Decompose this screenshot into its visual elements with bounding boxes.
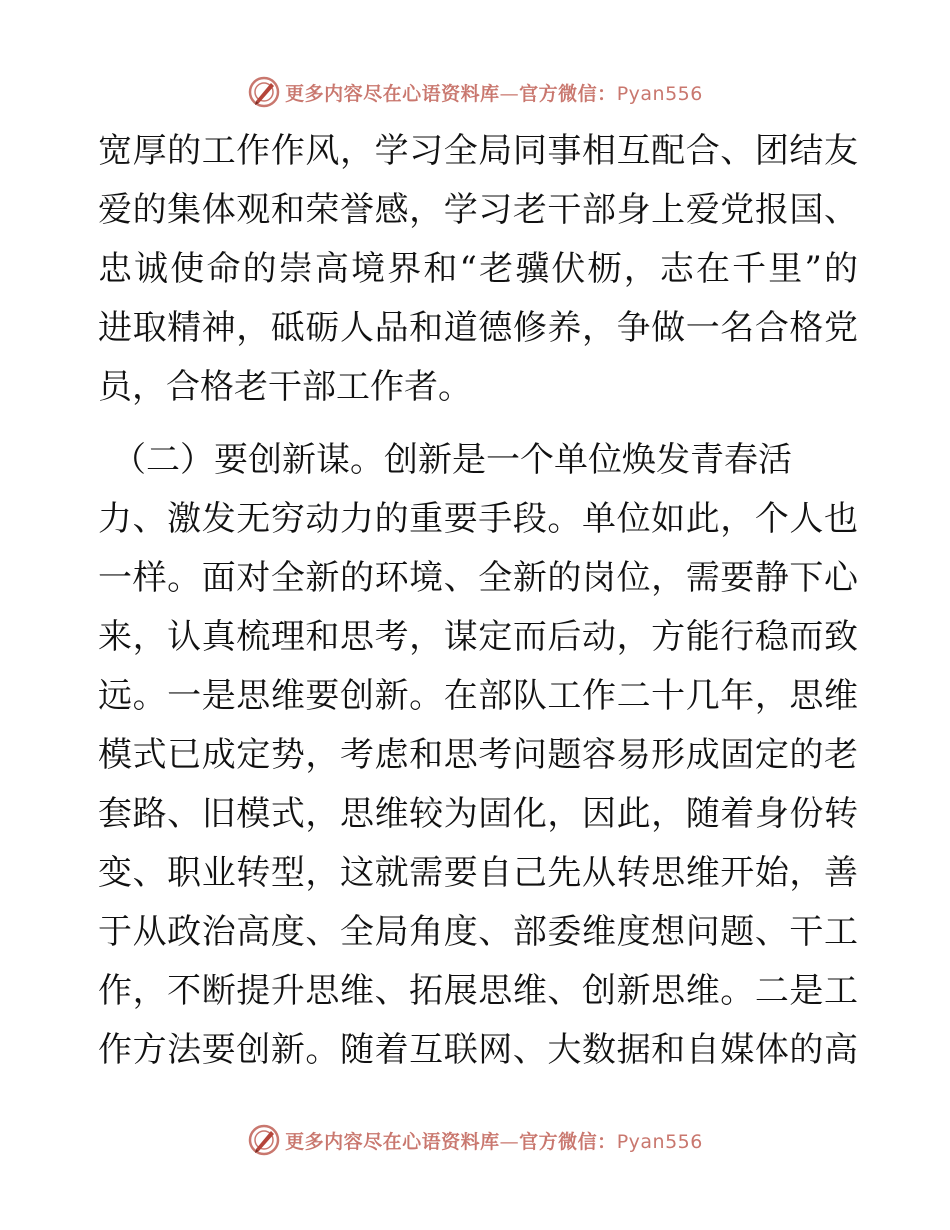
text-line: 一样。面对全新的环境、全新的岗位，需要静下心: [98, 558, 858, 598]
pen-logo-icon: [247, 1123, 281, 1157]
text-line: 套路、旧模式，思维较为固化，因此，随着身份转: [98, 794, 858, 834]
watermark-text: 更多内容尽在心语资料库—官方微信：Pyan556: [285, 1130, 703, 1153]
text-line: （二）要创新谋。创新是一个单位焕发青春活: [112, 440, 792, 480]
pen-logo-icon: [247, 75, 281, 109]
text-line: 力、激发无穷动力的重要手段。单位如此，个人也: [98, 499, 858, 539]
document-body: [98, 122, 858, 1080]
text-line: 变、职业转型，这就需要自己先从转思维开始，善: [98, 853, 858, 893]
paragraph: [98, 122, 858, 417]
header-watermark: [0, 72, 950, 112]
text-line: 宽厚的工作作风，学习全局同事相互配合、团结友: [98, 131, 858, 171]
text-line: 来，认真梳理和思考，谋定而后动，方能行稳而致: [98, 617, 858, 657]
text-line: 远。一是思维要创新。在部队工作二十几年，思维: [98, 676, 858, 716]
footer-watermark: [0, 1120, 950, 1160]
paragraph: [98, 431, 858, 1080]
watermark-text: 更多内容尽在心语资料库—官方微信：Pyan556: [285, 82, 703, 105]
text-line: 模式已成定势，考虑和思考问题容易形成固定的老: [98, 735, 858, 775]
text-line: 作方法要创新。随着互联网、大数据和自媒体的高: [98, 1030, 858, 1070]
text-line: 进取精神，砥砺人品和道德修养，争做一名合格党: [98, 308, 858, 348]
text-line: 于从政治高度、全局角度、部委维度想问题、干工: [98, 912, 858, 952]
text-line: 忠诚使命的崇高境界和“老骥伏枥，志在千里”的: [98, 249, 858, 289]
text-line: 员，合格老干部工作者。: [98, 367, 472, 407]
text-line: 作，不断提升思维、拓展思维、创新思维。二是工: [98, 971, 858, 1011]
text-line: 爱的集体观和荣誉感，学习老干部身上爱党报国、: [98, 190, 858, 230]
